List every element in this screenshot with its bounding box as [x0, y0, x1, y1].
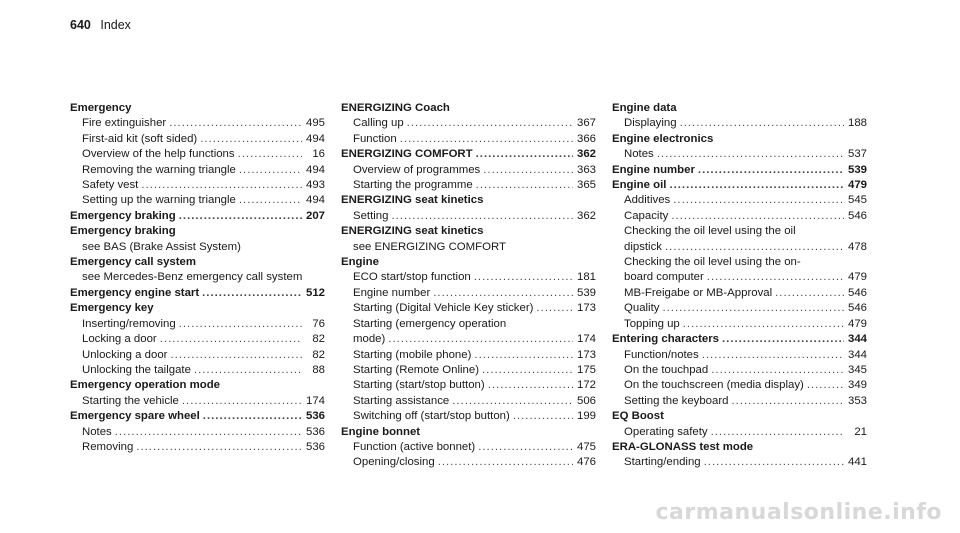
index-term [612, 178, 867, 193]
entry-text: Function/notes [624, 348, 699, 361]
index-entry [612, 409, 867, 440]
index-subentry [70, 132, 325, 147]
entry-text: ENERGIZING COMFORT [341, 148, 473, 161]
dot-leader [239, 163, 302, 178]
dot-leader [170, 348, 302, 363]
index-subentry [612, 270, 867, 285]
entry-text: ENERGIZING seat kinetics [341, 225, 484, 238]
page-reference: 479 [847, 271, 867, 284]
entry-text: Additives [624, 194, 671, 207]
index-term [70, 255, 325, 270]
index-subentry [612, 147, 867, 162]
index-subentry [612, 209, 867, 224]
entry-text: Setting [353, 209, 389, 222]
page-reference: 199 [576, 410, 596, 423]
page-reference: 512 [305, 286, 325, 299]
page-reference: 546 [847, 286, 867, 299]
page-reference: 506 [576, 394, 596, 407]
entry-text: see Mercedes-Benz emergency call system [82, 271, 303, 284]
index-entry [70, 286, 325, 301]
entry-text: Safety vest [82, 179, 139, 192]
page-reference: 494 [305, 194, 325, 207]
index-column [612, 101, 867, 471]
index-term [70, 378, 325, 393]
entry-text: Checking the oil level using the oil [624, 225, 796, 238]
entry-text: Emergency braking [70, 209, 176, 222]
dot-leader [141, 178, 302, 193]
dot-leader [711, 363, 844, 378]
index-entry [70, 255, 325, 286]
dot-leader [400, 132, 573, 147]
entry-text: Quality [624, 302, 660, 315]
dot-leader [478, 440, 573, 455]
entry-text: Overview of programmes [353, 163, 481, 176]
index-entry [341, 224, 596, 255]
entry-text: Function [353, 132, 397, 145]
entry-text: Starting (emergency operation [353, 317, 507, 330]
watermark: carmanualsonline.info [655, 500, 942, 525]
index-entry [341, 255, 596, 424]
index-subentry [612, 301, 867, 316]
page-reference: 363 [576, 163, 596, 176]
page-number: 640 [70, 18, 91, 32]
entry-text: board computer [624, 271, 704, 284]
page-reference: 367 [576, 117, 596, 130]
page-reference: 88 [312, 363, 325, 376]
entry-text: Starting (Remote Online) [353, 363, 479, 376]
index-subentry [341, 455, 596, 470]
page-reference: 344 [847, 348, 867, 361]
entry-text: ENERGIZING Coach [341, 102, 450, 114]
index-subentry [70, 440, 325, 455]
page-reference: 362 [576, 209, 596, 222]
entry-text: Opening/closing [353, 456, 435, 469]
entry-text: see BAS (Brake Assist System) [82, 240, 241, 253]
page-reference: 349 [847, 379, 867, 392]
index-subentry [341, 363, 596, 378]
page-reference: 82 [312, 333, 325, 346]
dot-leader [476, 147, 573, 162]
dot-leader [476, 178, 573, 193]
index-subentry [612, 224, 867, 239]
index-term [70, 224, 325, 239]
entry-text: On the touchscreen (media display) [624, 379, 804, 392]
page-reference: 478 [847, 240, 867, 253]
entry-text: First-aid kit (soft sided) [82, 132, 198, 145]
index-term [70, 301, 325, 316]
dot-leader [452, 394, 573, 409]
dot-leader [482, 363, 573, 378]
index-term [612, 132, 867, 147]
index-subentry [341, 409, 596, 424]
index-term [70, 286, 325, 301]
entry-text: Starting (Digital Vehicle Key sticker) [353, 302, 534, 315]
dot-leader [474, 270, 573, 285]
dot-leader [657, 147, 844, 162]
page-reference: 344 [847, 333, 867, 346]
page-reference: 494 [305, 132, 325, 145]
index-term [612, 163, 867, 178]
dot-leader [433, 286, 573, 301]
entry-text: Removing [82, 440, 134, 453]
page-reference: 173 [576, 302, 596, 315]
dot-leader [680, 116, 844, 131]
page-reference: 21 [854, 425, 867, 438]
entry-text: Emergency operation mode [70, 379, 221, 392]
entry-text: Overview of the help functions [82, 148, 235, 161]
index-term [341, 425, 596, 440]
page-reference: 76 [312, 317, 325, 330]
dot-leader [179, 209, 302, 224]
index-subentry [70, 193, 325, 208]
entry-text: Starting assistance [353, 394, 450, 407]
index-term [612, 101, 867, 116]
index-subentry [612, 455, 867, 470]
index-term [341, 255, 596, 270]
index-subentry [341, 132, 596, 147]
entry-text: Unlocking a door [82, 348, 168, 361]
index-entry [341, 425, 596, 471]
index-subentry [70, 116, 325, 131]
dot-leader [202, 286, 302, 301]
index-subentry [341, 348, 596, 363]
entry-text: Displaying [624, 117, 677, 130]
dot-leader [169, 116, 302, 131]
index-term [341, 101, 596, 116]
entry-text: Starting (start/stop button) [353, 379, 485, 392]
entry-text: Switching off (start/stop button) [353, 410, 510, 423]
entry-text: Emergency key [70, 302, 154, 315]
dot-leader [136, 440, 302, 455]
section-title: Index [100, 18, 131, 32]
index-subentry [612, 240, 867, 255]
entry-text: Engine data [612, 102, 677, 114]
entry-text: Emergency braking [70, 225, 176, 238]
dot-leader [669, 178, 844, 193]
dot-leader [775, 286, 844, 301]
entry-text: Inserting/removing [82, 317, 176, 330]
index-entry [70, 224, 325, 255]
dot-leader [704, 455, 844, 470]
entry-text: ECO start/stop function [353, 271, 471, 284]
entry-text: On the touchpad [624, 363, 709, 376]
index-subentry [70, 348, 325, 363]
index-term [70, 209, 325, 224]
index-entry [70, 301, 325, 378]
entry-text: Fire extinguisher [82, 117, 167, 130]
dot-leader [711, 425, 844, 440]
index-subentry [612, 317, 867, 332]
entry-text: Setting up the warning triangle [82, 194, 236, 207]
page-reference: 475 [576, 440, 596, 453]
index-subentry [341, 378, 596, 393]
entry-text: Starting the vehicle [82, 394, 179, 407]
index-subentry [341, 240, 596, 255]
page-reference: 82 [312, 348, 325, 361]
entry-text: Checking the oil level using the on- [624, 256, 801, 269]
entry-text: Topping up [624, 317, 680, 330]
index-subentry [341, 440, 596, 455]
index-subentry [612, 378, 867, 393]
page-reference: 345 [847, 363, 867, 376]
page-reference: 494 [305, 163, 325, 176]
index-subentry [612, 255, 867, 270]
index-entry [70, 101, 325, 209]
entry-text: Starting (mobile phone) [353, 348, 472, 361]
entry-text: Engine bonnet [341, 425, 421, 438]
entry-text: Setting the keyboard [624, 394, 729, 407]
page-reference: 539 [576, 286, 596, 299]
index-subentry [70, 178, 325, 193]
index-subentry [612, 363, 867, 378]
dot-leader [200, 132, 302, 147]
index-entry [70, 409, 325, 455]
index-term [612, 332, 867, 347]
index-entry [341, 147, 596, 193]
entry-text: Engine number [612, 163, 695, 176]
index-subentry [341, 286, 596, 301]
index-subentry [70, 394, 325, 409]
page-reference: 539 [847, 163, 867, 176]
entry-text: Emergency spare wheel [70, 410, 200, 423]
dot-leader [698, 163, 844, 178]
index-entry [612, 132, 867, 163]
index-entry [612, 101, 867, 132]
dot-leader [438, 455, 573, 470]
page-reference: 365 [576, 179, 596, 192]
index-subentry [341, 178, 596, 193]
page-reference: 476 [576, 456, 596, 469]
entry-text: Engine [341, 256, 379, 269]
entry-text: Operating safety [624, 425, 708, 438]
index-term [341, 147, 596, 162]
dot-leader [474, 348, 573, 363]
index-subentry [341, 332, 596, 347]
page-reference: 172 [576, 379, 596, 392]
index-entry [612, 332, 867, 409]
page-reference: 545 [847, 194, 867, 207]
entry-text: mode) [353, 333, 386, 346]
entry-text: Entering characters [612, 333, 719, 346]
index-entry [70, 209, 325, 224]
index-subentry [70, 240, 325, 255]
dot-leader [483, 163, 573, 178]
index-term [341, 224, 596, 239]
index-subentry [612, 193, 867, 208]
page-reference: 493 [305, 179, 325, 192]
entry-text: Notes [624, 148, 654, 161]
index-subentry [341, 270, 596, 285]
entry-text: Capacity [624, 209, 669, 222]
page-reference: 362 [576, 148, 596, 161]
entry-text: Removing the warning triangle [82, 163, 236, 176]
index-subentry [70, 425, 325, 440]
index-subentry [341, 394, 596, 409]
entry-text: Function (active bonnet) [353, 440, 476, 453]
dot-leader [702, 348, 844, 363]
dot-leader [707, 270, 844, 285]
index-subentry [70, 147, 325, 162]
dot-leader [115, 425, 302, 440]
index-term [612, 440, 867, 455]
index-subentry [612, 394, 867, 409]
index-term [70, 101, 325, 116]
index-subentry [612, 425, 867, 440]
entry-text: Notes [82, 425, 112, 438]
index-subentry [341, 116, 596, 131]
dot-leader [513, 409, 573, 424]
index-subentry [70, 363, 325, 378]
entry-text: Engine oil [612, 179, 667, 192]
dot-leader [683, 317, 844, 332]
page-header [70, 18, 131, 32]
entry-text: dipstick [624, 240, 662, 253]
entry-text: Locking a door [82, 333, 157, 346]
page-reference: 441 [847, 456, 867, 469]
entry-text: Engine number [353, 286, 431, 299]
entry-text: Starting/ending [624, 456, 701, 469]
dot-leader [722, 332, 844, 347]
entry-text: see ENERGIZING COMFORT [353, 240, 506, 253]
dot-leader [194, 363, 302, 378]
index-subentry [70, 163, 325, 178]
page-reference: 536 [305, 410, 325, 423]
dot-leader [182, 394, 302, 409]
dot-leader [160, 332, 302, 347]
index-term [612, 409, 867, 424]
entry-text: Starting the programme [353, 179, 473, 192]
entry-text: EQ Boost [612, 410, 664, 423]
entry-text: Unlocking the tailgate [82, 363, 191, 376]
index-subentry [612, 348, 867, 363]
page-reference: 536 [305, 440, 325, 453]
dot-leader [238, 147, 302, 162]
dot-leader [203, 409, 302, 424]
index-subentry [341, 317, 596, 332]
index-column [341, 101, 596, 471]
index-subentry [341, 163, 596, 178]
page-reference: 366 [576, 132, 596, 145]
page-reference: 188 [847, 117, 867, 130]
index-entry [612, 178, 867, 332]
entry-text: MB-Freigabe or MB-Approval [624, 286, 773, 299]
index-entry [612, 163, 867, 178]
page-reference: 174 [576, 333, 596, 346]
entry-text: Emergency call system [70, 256, 197, 269]
dot-leader [407, 116, 573, 131]
page-reference: 181 [576, 271, 596, 284]
index-column [70, 101, 325, 455]
page-reference: 546 [847, 209, 867, 222]
dot-leader [732, 394, 845, 409]
dot-leader [665, 240, 844, 255]
page-reference: 174 [305, 394, 325, 407]
page-reference: 479 [847, 317, 867, 330]
page-reference: 353 [847, 394, 867, 407]
dot-leader [239, 193, 302, 208]
page-reference: 546 [847, 302, 867, 315]
index-entry [341, 101, 596, 147]
entry-text: Engine electronics [612, 132, 714, 145]
page-reference: 495 [305, 117, 325, 130]
dot-leader [673, 193, 844, 208]
index-subentry [341, 301, 596, 316]
index-subentry [70, 332, 325, 347]
dot-leader [179, 317, 302, 332]
page-reference: 175 [576, 363, 596, 376]
index-subentry [612, 286, 867, 301]
page-reference: 479 [847, 179, 867, 192]
index-entry [612, 440, 867, 471]
dot-leader [488, 378, 573, 393]
index-subentry [341, 209, 596, 224]
dot-leader [662, 301, 844, 316]
page-reference: 537 [847, 148, 867, 161]
entry-text: Calling up [353, 117, 404, 130]
index-term [70, 409, 325, 424]
index-term [341, 193, 596, 208]
entry-text: Emergency [70, 102, 132, 114]
dot-leader [807, 378, 844, 393]
index-entry [70, 378, 325, 409]
index-subentry [70, 317, 325, 332]
index-entry [341, 193, 596, 224]
page-reference: 207 [305, 209, 325, 222]
page-reference: 536 [305, 425, 325, 438]
dot-leader [388, 332, 573, 347]
index-subentry [70, 270, 325, 285]
dot-leader [536, 301, 573, 316]
dot-leader [671, 209, 844, 224]
page-reference: 16 [312, 148, 325, 161]
page-reference: 173 [576, 348, 596, 361]
index-subentry [612, 116, 867, 131]
dot-leader [391, 209, 573, 224]
entry-text: Emergency engine start [70, 286, 200, 299]
entry-text: ENERGIZING seat kinetics [341, 194, 484, 207]
entry-text: ERA-GLONASS test mode [612, 440, 754, 453]
